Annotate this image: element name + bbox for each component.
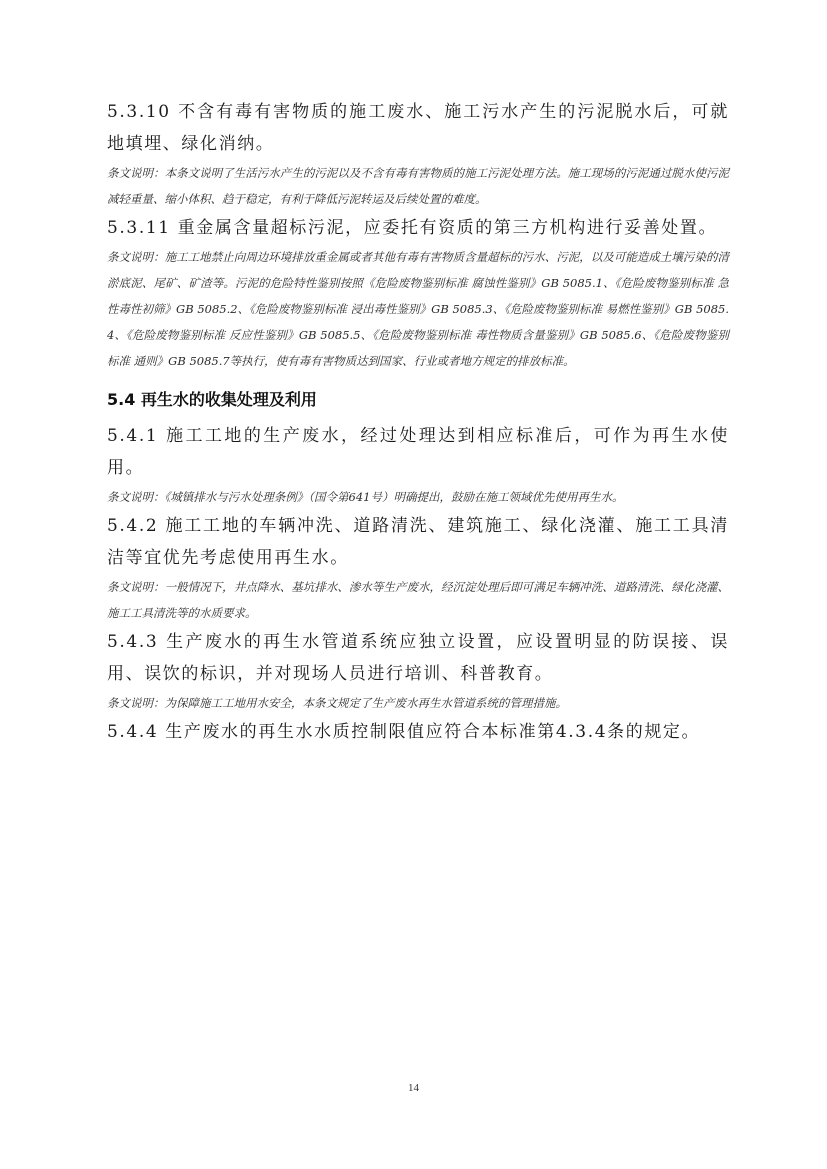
clause-note-5-4-2: 条文说明：一般情况下，井点降水、基坑排水、渗水等生产废水，经沉淀处理后即可满足车辆冲洗、道路清洗、绿化浇灌、施工工具清洗等的水质要求。 — [107, 580, 729, 620]
page-content — [107, 96, 729, 748]
clause-5-4-1: 5.4.1 施工工地的生产废水，经过处理达到相应标准后，可作为再生水使用。 — [107, 426, 729, 478]
clause-5-3-11: 5.3.11 重金属含量超标污泥，应委托有资质的第三方机构进行妥善处置。 — [107, 218, 718, 238]
clause-5-4-3: 5.4.3 生产废水的再生水管道系统应独立设置，应设置明显的防误接、误用、误饮的标识，并对现场人员进行培训、科普教育。 — [107, 632, 729, 684]
clause-note-5-3-10: 条文说明：本条文说明了生活污水产生的污泥以及不含有毒有害物质的施工污泥处理方法。施工现场的污泥通过脱水使污泥减轻重量、缩小体积、趋于稳定，有利于降低污泥转运及后续处置的难度。 — [107, 166, 729, 206]
clause-note-5-3-11: 条文说明：施工工地禁止向周边环境排放重金属或者其他有毒有害物质含量超标的污水、污泥，以及可能造成土壤污染的清淤底泥、尾矿、矿渣等。污泥的危险特性鉴别按照《危险废物鉴别标准 腐蚀性鉴别》GB 5085.1、《危险废物鉴别标准 急性毒性初筛》GB 5085.2、《危险废物鉴别标准 浸出毒性鉴别》GB 5085.3、《危险废物鉴别标准 易燃性鉴别》GB 5085.4、《危险废物鉴别标准 反应性鉴别》GB 5085.5、《危险废物鉴别标准 毒性物质含量鉴别》GB 5085.6、《危险废物鉴别标准 通则》GB 5085.7等执行，使有毒有害物质达到国家、行业或者地方规定的排放标准。 — [107, 250, 729, 368]
page-number: 14 — [408, 1082, 419, 1094]
clause-5-3-10: 5.3.10 不含有毒有害物质的施工废水、施工污水产生的污泥脱水后，可就地填埋、绿化消纳。 — [107, 102, 729, 154]
clause-note-5-4-3: 条文说明：为保障施工工地用水安全，本条文规定了生产废水再生水管道系统的管理措施。 — [107, 696, 567, 710]
clause-note-5-4-1: 条文说明：《城镇排水与污水处理条例》（国令第641号）明确提出，鼓励在施工领域优先使用再生水。 — [107, 490, 624, 504]
clause-5-4-2: 5.4.2 施工工地的车辆冲洗、道路清洗、建筑施工、绿化浇灌、施工工具清洁等宜优先考虑使用再生水。 — [107, 516, 729, 568]
section-heading-5-4: 5.4 再生水的收集处理及利用 — [107, 390, 317, 409]
clause-5-4-4: 5.4.4 生产废水的再生水水质控制限值应符合本标准第4.3.4条的规定。 — [107, 722, 701, 742]
